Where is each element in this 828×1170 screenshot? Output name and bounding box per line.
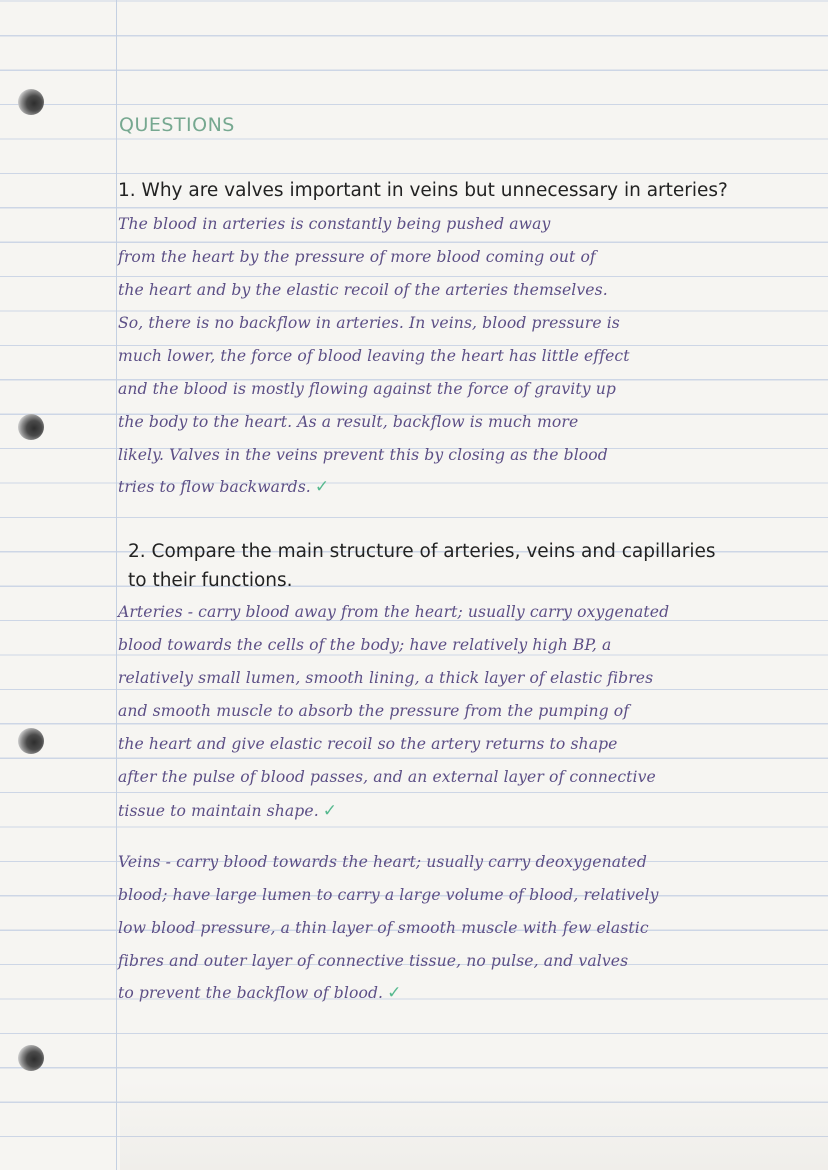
arteries-line: and smooth muscle to absorb the pressure from the pumping of xyxy=(118,702,630,720)
answer-1-line: the heart and by the elastic recoil of the arteries themselves. xyxy=(118,281,608,299)
veins-last-line xyxy=(118,983,401,1003)
question-1-text: 1. Why are valves important in veins but unnecessary in arteries? xyxy=(118,180,728,201)
check-mark-icon: ✓ xyxy=(322,801,338,821)
arteries-line: blood towards the cells of the body; have relatively high BP, a xyxy=(118,636,612,654)
arteries-line: tissue to maintain shape. xyxy=(118,802,319,820)
answer-1-line: from the heart by the pressure of more blood coming out of xyxy=(118,248,596,266)
veins-line: fibres and outer layer of connective tissue, no pulse, and valves xyxy=(118,952,629,970)
answer-1-line: The blood in arteries is constantly being pushed away xyxy=(118,215,551,233)
question-2-text: to their functions. xyxy=(128,570,293,591)
arteries-last-line xyxy=(118,801,337,821)
punch-hole-4 xyxy=(18,1045,44,1071)
check-mark-icon: ✓ xyxy=(387,983,402,1003)
page-heading: QUESTIONS xyxy=(119,114,235,136)
punch-hole-2 xyxy=(18,414,44,440)
veins-line: blood; have large lumen to carry a large volume of blood, relatively xyxy=(118,886,659,904)
veins-line: to prevent the backflow of blood. xyxy=(118,984,384,1002)
veins-line: low blood pressure, a thin layer of smooth muscle with few elastic xyxy=(118,919,649,937)
arteries-line: Arteries - carry blood away from the heart; usually carry oxygenated xyxy=(118,603,670,621)
punch-hole-3 xyxy=(18,728,44,754)
question-2-text: 2. Compare the main structure of arteries, veins and capillaries xyxy=(128,541,716,562)
answer-1-line: and the blood is mostly flowing against the force of gravity up xyxy=(118,380,616,398)
answer-1-line: So, there is no backflow in arteries. In veins, blood pressure is xyxy=(118,314,620,332)
paper-shadow xyxy=(120,1080,828,1170)
arteries-line: relatively small lumen, smooth lining, a thick layer of elastic fibres xyxy=(118,669,654,687)
arteries-line: after the pulse of blood passes, and an external layer of connective xyxy=(118,768,656,786)
answer-1-line: likely. Valves in the veins prevent this by closing as the blood xyxy=(118,446,608,464)
veins-line: Veins - carry blood towards the heart; usually carry deoxygenated xyxy=(118,853,647,871)
arteries-line: the heart and give elastic recoil so the artery returns to shape xyxy=(118,735,618,753)
punch-hole-1 xyxy=(18,89,44,115)
answer-1-line: much lower, the force of blood leaving the heart has little effect xyxy=(118,347,630,365)
answer-1-last-line xyxy=(118,477,329,497)
check-mark-icon: ✓ xyxy=(314,477,330,497)
answer-1-line: tries to flow backwards. xyxy=(118,478,311,496)
answer-1-line: the body to the heart. As a result, backflow is much more xyxy=(118,413,579,431)
